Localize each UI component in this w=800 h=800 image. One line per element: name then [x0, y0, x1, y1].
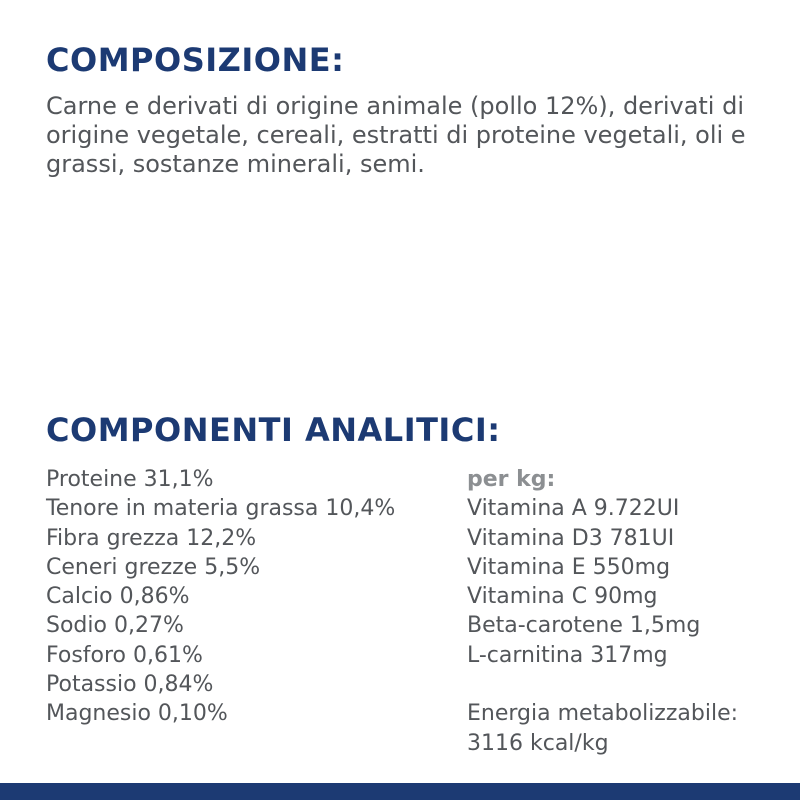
additive-vitamin-c: Vitamina C 90mg: [467, 584, 658, 610]
composition-text: Carne e derivati di origine animale (pollo 12%), derivati di origine vegetale, cereali, estratti di proteine vegetali, oli e grassi, sostanze minerali, semi.: [46, 92, 746, 178]
constituent-protein: Proteine 31,1%: [46, 467, 214, 492]
additive-beta-carotene: Beta-carotene 1,5mg: [467, 613, 701, 639]
constituent-fibre: Fibra grezza 12,2%: [46, 525, 257, 551]
footer-bar: [0, 783, 800, 800]
constituent-ash: Ceneri grezze 5,5%: [46, 554, 261, 580]
energy-label: Energia metabolizzabile:: [467, 701, 739, 727]
additives-list: [467, 465, 738, 758]
constituent-potassium: Potassio 0,84%: [46, 672, 214, 698]
per-kg-subheading: per kg:: [467, 467, 556, 492]
additive-l-carnitine: L-carnitina 317mg: [467, 642, 668, 668]
additive-vitamin-d3: Vitamina D3 781UI: [467, 525, 675, 551]
constituent-magnesium: Magnesio 0,10%: [46, 701, 228, 727]
constituent-sodium: Sodio 0,27%: [46, 613, 184, 639]
constituent-phosphorus: Fosforo 0,61%: [46, 642, 203, 668]
additive-vitamin-a: Vitamina A 9.722UI: [467, 496, 680, 522]
additive-vitamin-e: Vitamina E 550mg: [467, 554, 671, 580]
analytical-constituents-list: [46, 465, 395, 729]
energy-value: 3116 kcal/kg: [467, 730, 609, 756]
constituent-calcium: Calcio 0,86%: [46, 584, 190, 610]
spacer: [467, 670, 738, 699]
composition-heading: COMPOSIZIONE:: [46, 41, 345, 79]
analytical-components-heading: COMPONENTI ANALITICI:: [46, 411, 501, 449]
constituent-fat: Tenore in materia grassa 10,4%: [46, 496, 396, 522]
